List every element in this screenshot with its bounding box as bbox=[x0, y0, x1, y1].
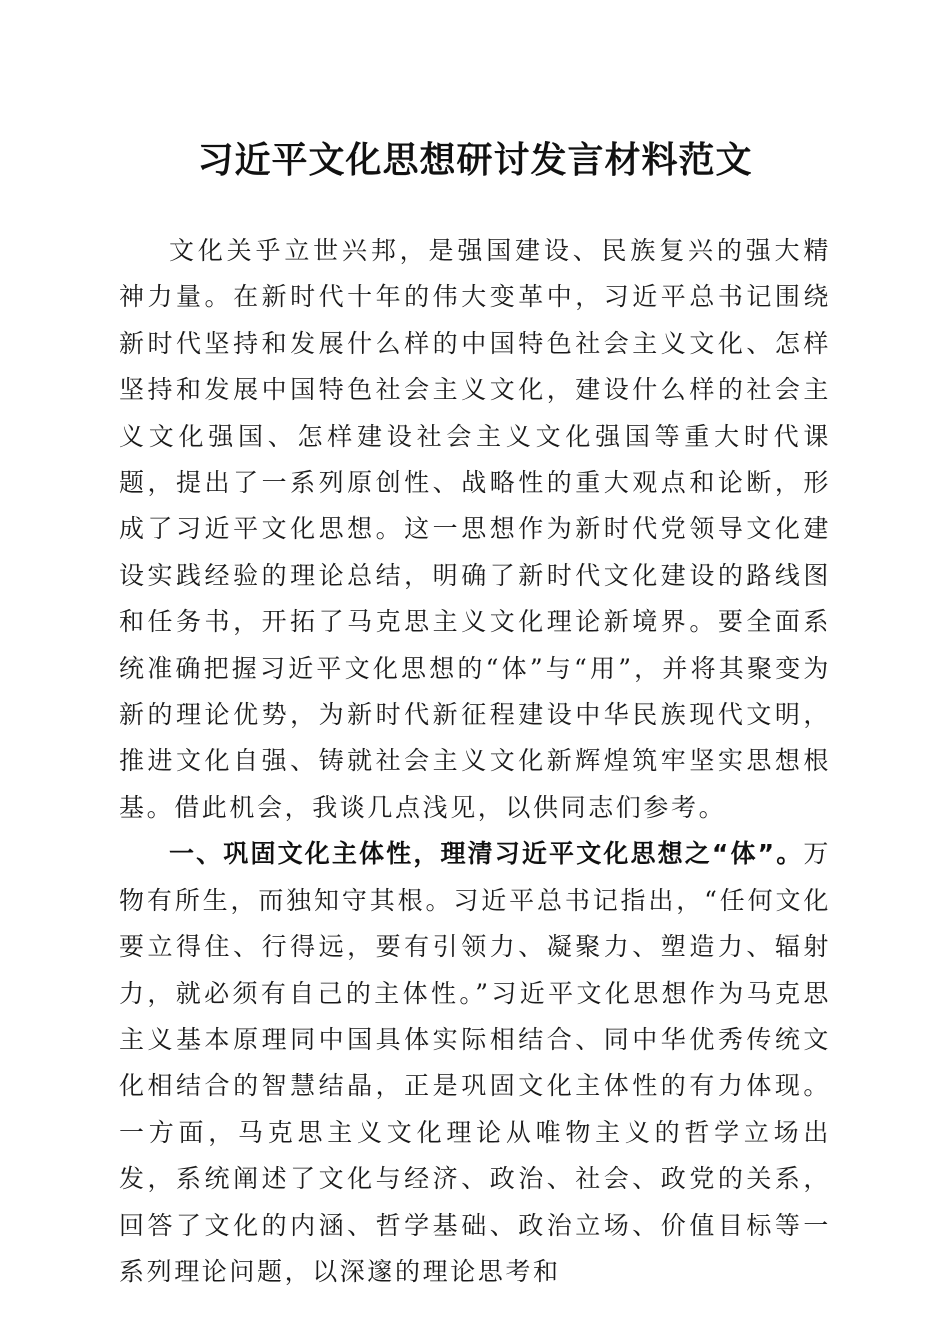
intro-paragraph: 文化关乎立世兴邦，是强国建设、民族复兴的强大精神力量。在新时代十年的伟大变革中，习近平总书记围绕新时代坚持和发展什么样的中国特色社会主义文化、怎样坚持和发展中国特色社会主义文化，建设什么样的社会主义文化强国、怎样建设社会主义文化强国等重大时代课题，提出了一系列原创性、战略性的重大观点和论断，形成了习近平文化思想。这一思想作为新时代党领导文化建设实践经验的理论总结，明确了新时代文化建设的路线图和任务书，开拓了马克思主义文化理论新境界。要全面系统准确把握习近平文化思想的“体”与“用”，并将其聚变为新的理论优势，为新时代新征程建设中华民族现代文明，推进文化自强、铸就社会主义文化新辉煌筑牢坚实思想根基。借此机会，我谈几点浅见，以供同志们参考。 bbox=[119, 236, 831, 822]
section-one-paragraph bbox=[119, 831, 831, 1295]
document-title: 习近平文化思想研讨发言材料范文 bbox=[197, 139, 753, 181]
section-one-heading: 一、巩固文化主体性，理清习近平文化思想之“体”。 bbox=[169, 839, 804, 869]
section-one-text: 万物有所生，而独知守其根。习近平总书记指出，“任何文化要立得住、行得远，要有引领力、凝聚力、塑造力、辐射力，就必须有自己的主体性。”习近平文化思想作为马克思主义基本原理同中国具体实际相结合、同中华优秀传统文化相结合的智慧结晶，正是巩固文化主体性的有力体现。一方面，马克思主义文化理论从唯物主义的哲学立场出发，系统阐述了文化与经济、政治、社会、政党的关系，回答了文化的内涵、哲学基础、政治立场、价值目标等一系列理论问题，以深邃的理论思考和 bbox=[119, 839, 831, 1286]
document-body bbox=[119, 228, 831, 1295]
